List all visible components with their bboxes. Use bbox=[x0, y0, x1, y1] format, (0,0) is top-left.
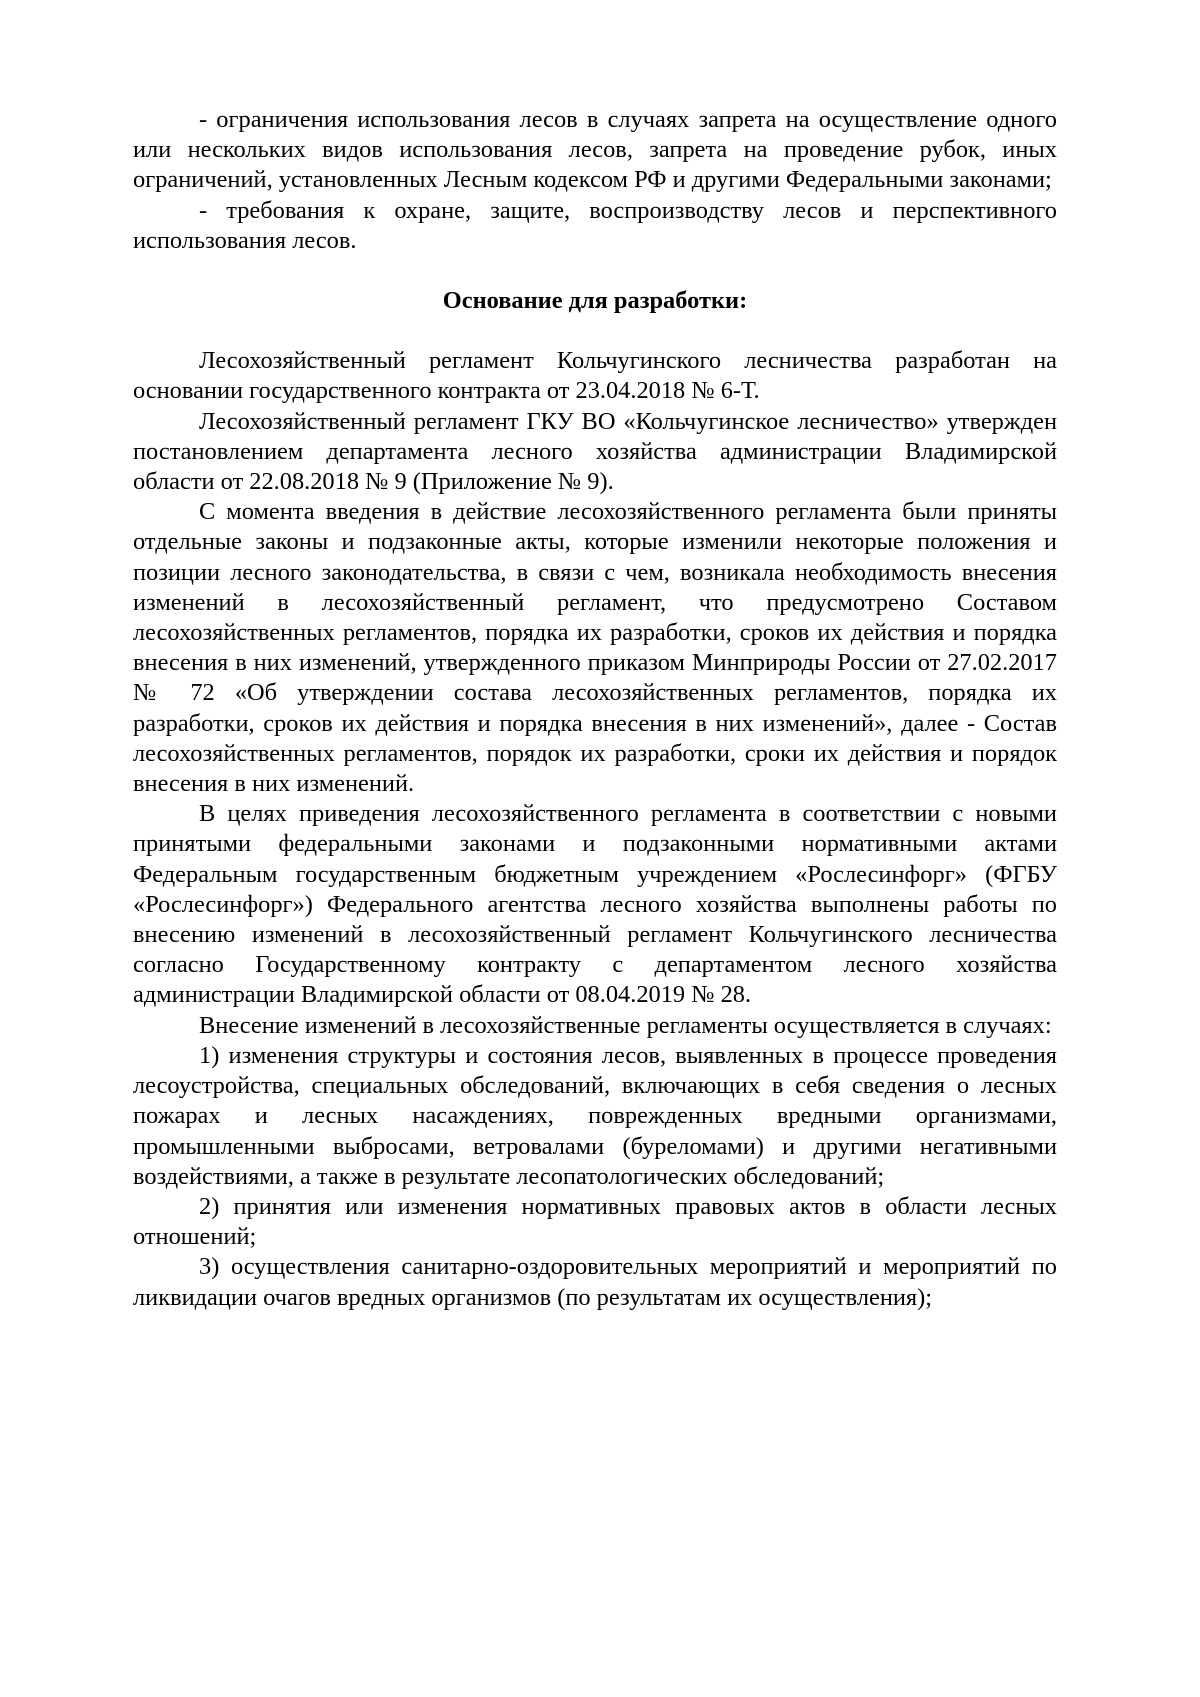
paragraph-legislation-changes: С момента введения в действие лесохозяйственного регламента были приняты отдельные законы и подзаконные акты, которые изменили некоторые положения и позиции лесного законодательства, в связи с чем, возникала необходимость внесения изменений в лесохозяйственный регламент, что предусмотрено Составом лесохозяйственных регламентов, порядка их разработки, сроков их действия и порядка внесения в них изменений, утвержденного приказом Минприроды России от 27.02.2017 № 72 «Об утверждении состава лесохозяйственных регламентов, порядка их разработки, сроков их действия и порядка внесения в них изменений», далее - Состав лесохозяйственных регламентов, порядок их разработки, сроки их действия и порядок внесения в них изменений. bbox=[133, 498, 1057, 798]
paragraph-rosleinforg-work: В целях приведения лесохозяйственного регламента в соответствии с новыми принятыми федеральными законами и подзаконными нормативными актами Федеральным государственным бюджетным учреждением «Рослесинфорг» (ФГБУ «Рослесинфорг») Федерального агентства лесного хозяйства выполнены работы по внесению изменений в лесохозяйственный регламент Кольчугинского лесничества согласно Государственному контракту с департаментом лесного хозяйства администрации Владимирской области от 08.04.2019 № 28. bbox=[133, 800, 1057, 1009]
intro-item-forest-use-restrictions: - ограничения использования лесов в случаях запрета на осуществление одного или нескольких видов использования лесов, запрета на проведение рубок, иных ограничений, установленных Лесным кодексом РФ и другими Федеральными законами; bbox=[133, 106, 1057, 194]
spacer bbox=[133, 256, 1057, 286]
section-heading: Основание для разработки: bbox=[442, 287, 748, 315]
list-item-3: 3) осуществления санитарно-оздоровительных мероприятий и мероприятий по ликвидации очагов вредных организмов (по результатам их осуществления); bbox=[133, 1253, 1057, 1311]
paragraph-approval: Лесохозяйственный регламент ГКУ ВО «Кольчугинское лесничество» утвержден постановлением департамента лесного хозяйства администрации Владимирской области от 22.08.2018 № 9 (Приложение № 9). bbox=[133, 407, 1057, 496]
paragraph-contract-basis: Лесохозяйственный регламент Кольчугинского лесничества разработан на основании государственного контракта от 23.04.2018 № 6-Т. bbox=[133, 347, 1057, 405]
spacer bbox=[133, 316, 1057, 346]
document-page bbox=[133, 105, 1057, 1313]
intro-item-protection-requirements: - требования к охране, защите, воспроизводству лесов и перспективного использования лесов. bbox=[133, 196, 1057, 254]
paragraph-amendment-cases: Внесение изменений в лесохозяйственные регламенты осуществляется в случаях: bbox=[199, 1011, 1052, 1039]
list-item-2: 2) принятия или изменения нормативных правовых актов в области лесных отношений; bbox=[133, 1192, 1057, 1251]
list-item-1: 1) изменения структуры и состояния лесов, выявленных в процессе проведения лесоустройства, специальных обследований, включающих в себя сведения о лесных пожарах и лесных насаждениях, поврежденных вредными организмами, промышленными выбросами, ветровалами (буреломами) и другими негативными воздействиями, а также в результате лесопатологических обследований; bbox=[133, 1041, 1057, 1190]
